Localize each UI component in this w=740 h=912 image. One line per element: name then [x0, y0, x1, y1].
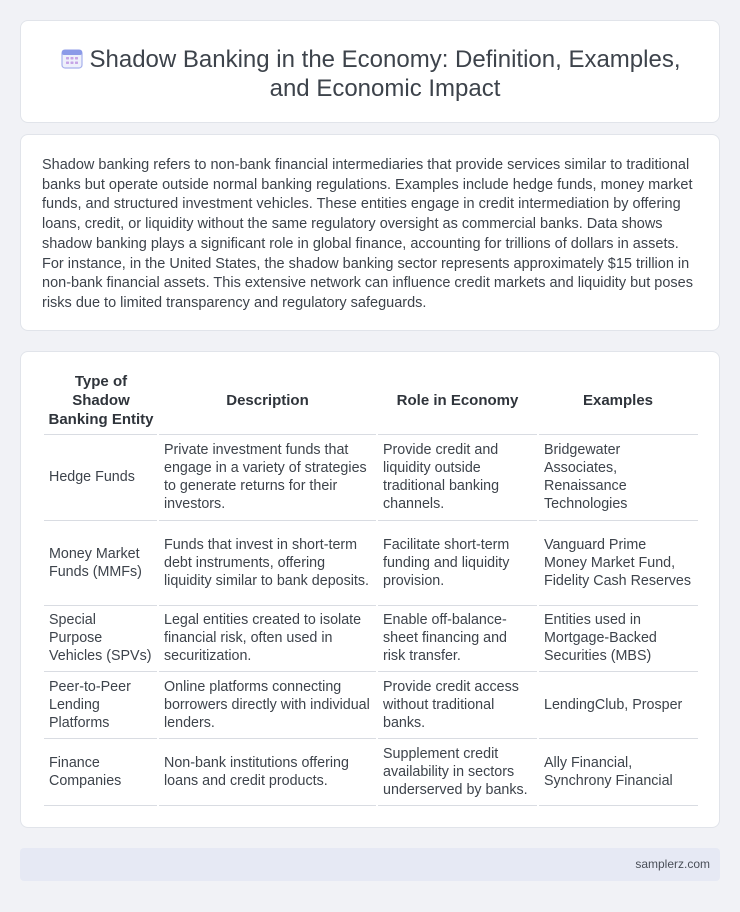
footer-site-link[interactable]: samplerz.com	[635, 857, 710, 871]
title-card	[20, 20, 720, 123]
shadow-banking-table	[44, 368, 698, 806]
table-header-row	[44, 368, 698, 434]
cell-type: Finance Companies	[44, 738, 158, 805]
cell-type: Peer-to-Peer Lending Platforms	[44, 671, 158, 738]
cell-description: Legal entities created to isolate financial risk, often used in securitization.	[158, 605, 377, 671]
cell-description: Funds that invest in short-term debt instruments, offering liquidity similar to bank deposits.	[158, 520, 377, 605]
table-row	[44, 738, 698, 805]
column-header-description: Description	[158, 368, 377, 434]
cell-description: Online platforms connecting borrowers directly with individual lenders.	[158, 671, 377, 738]
cell-examples: Entities used in Mortgage-Backed Securities (MBS)	[538, 605, 698, 671]
cell-examples: LendingClub, Prosper	[538, 671, 698, 738]
cell-type: Money Market Funds (MMFs)	[44, 520, 158, 605]
table-row	[44, 671, 698, 738]
cell-role: Facilitate short-term funding and liquidity provision.	[377, 520, 538, 605]
cell-role: Enable off-balance-sheet financing and risk transfer.	[377, 605, 538, 671]
cell-examples: Ally Financial, Synchrony Financial	[538, 738, 698, 805]
cell-role: Provide credit and liquidity outside traditional banking channels.	[377, 434, 538, 520]
intro-paragraph: Shadow banking refers to non-bank financial intermediaries that provide services similar to traditional banks but operate outside normal banking regulations. Examples include hedge funds, money market funds, and structured investment vehicles. These entities engage in credit intermediation by offering loans, credit, or liquidity without the same regulatory oversight as commercial banks. Data shows shadow banking plays a significant role in global finance, accounting for trillions of dollars in assets. For instance, in the United States, the shadow banking sector represents approximately $15 trillion in non-bank financial assets. This extensive network can influence credit markets and liquidity but poses risks due to limited transparency and regulatory safeguards.	[42, 157, 693, 311]
cell-description: Private investment funds that engage in a variety of strategies to generate returns for their investors.	[158, 434, 377, 520]
cell-description: Non-bank institutions offering loans and credit products.	[158, 738, 377, 805]
cell-type: Special Purpose Vehicles (SPVs)	[44, 605, 158, 671]
table-row	[44, 434, 698, 520]
footer-bar	[20, 848, 720, 881]
cell-examples: Bridgewater Associates, Renaissance Technologies	[538, 434, 698, 520]
column-header-role: Role in Economy	[377, 368, 538, 434]
table-row	[44, 520, 698, 605]
page-title: Shadow Banking in the Economy: Definition, Examples, and Economic Impact	[89, 46, 681, 102]
cell-type: Hedge Funds	[44, 434, 158, 520]
table-card	[20, 351, 720, 828]
cell-role: Supplement credit availability in sectors underserved by banks.	[377, 738, 538, 805]
column-header-type: Type of Shadow Banking Entity	[44, 368, 158, 434]
intro-card	[20, 134, 720, 331]
cell-examples: Vanguard Prime Money Market Fund, Fidelity Cash Reserves	[538, 520, 698, 605]
column-header-examples: Examples	[538, 368, 698, 434]
table-row	[44, 605, 698, 671]
cell-role: Provide credit access without traditional banks.	[377, 671, 538, 738]
